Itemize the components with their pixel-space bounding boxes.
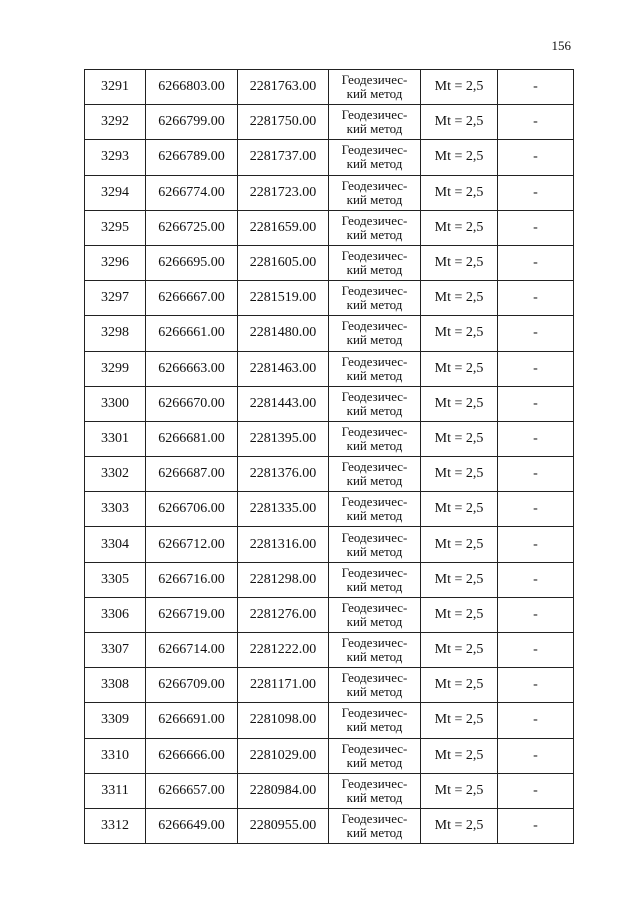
method-line-2: кий метод: [346, 262, 403, 278]
note-cell: -: [498, 175, 574, 210]
page-number: 156: [551, 38, 571, 53]
method-line-1: Геодезичес-: [341, 177, 408, 193]
point-number-cell: 3307: [85, 633, 146, 668]
x-coordinate-cell: 6266799.00: [146, 105, 238, 140]
x-coordinate-cell: 6266714.00: [146, 633, 238, 668]
y-coordinate-cell: 2281463.00: [238, 351, 329, 386]
x-coordinate-cell: 6266681.00: [146, 421, 238, 456]
note-cell: -: [498, 562, 574, 597]
point-number-cell: 3304: [85, 527, 146, 562]
method-cell: [329, 773, 421, 808]
table-row: [85, 316, 574, 351]
point-number-cell: 3292: [85, 105, 146, 140]
method-line-1: Геодезичес-: [341, 811, 408, 827]
method-cell: [329, 175, 421, 210]
x-coordinate-cell: 6266695.00: [146, 245, 238, 280]
note-cell: -: [498, 773, 574, 808]
accuracy-cell: Mt = 2,5: [421, 140, 498, 175]
note-cell: -: [498, 703, 574, 738]
method-cell: [329, 527, 421, 562]
method-line-2: кий метод: [346, 789, 403, 805]
y-coordinate-cell: 2281171.00: [238, 668, 329, 703]
x-coordinate-cell: 6266661.00: [146, 316, 238, 351]
table-row: [85, 386, 574, 421]
note-cell: -: [498, 633, 574, 668]
method-line-1: Геодезичес-: [341, 599, 408, 615]
table-row: [85, 70, 574, 105]
method-line-2: кий метод: [346, 402, 403, 418]
method-cell: [329, 562, 421, 597]
method-line-1: Геодезичес-: [341, 107, 408, 123]
y-coordinate-cell: 2281376.00: [238, 457, 329, 492]
point-number-cell: 3308: [85, 668, 146, 703]
method-line-2: кий метод: [346, 473, 403, 489]
note-cell: -: [498, 386, 574, 421]
note-cell: -: [498, 492, 574, 527]
y-coordinate-cell: 2281750.00: [238, 105, 329, 140]
accuracy-cell: Mt = 2,5: [421, 633, 498, 668]
point-number-cell: 3305: [85, 562, 146, 597]
y-coordinate-cell: 2281480.00: [238, 316, 329, 351]
method-cell: [329, 210, 421, 245]
x-coordinate-cell: 6266663.00: [146, 351, 238, 386]
table-row: [85, 351, 574, 386]
method-line-2: кий метод: [346, 508, 403, 524]
method-cell: [329, 351, 421, 386]
y-coordinate-cell: 2281276.00: [238, 597, 329, 632]
method-line-1: Геодезичес-: [341, 670, 408, 686]
x-coordinate-cell: 6266789.00: [146, 140, 238, 175]
point-number-cell: 3295: [85, 210, 146, 245]
point-number-cell: 3301: [85, 421, 146, 456]
y-coordinate-cell: 2281298.00: [238, 562, 329, 597]
method-line-1: Геодезичес-: [341, 459, 408, 475]
accuracy-cell: Mt = 2,5: [421, 527, 498, 562]
x-coordinate-cell: 6266709.00: [146, 668, 238, 703]
accuracy-cell: Mt = 2,5: [421, 421, 498, 456]
table-body: [85, 70, 574, 844]
accuracy-cell: Mt = 2,5: [421, 175, 498, 210]
y-coordinate-cell: 2280984.00: [238, 773, 329, 808]
method-line-2: кий метод: [346, 332, 403, 348]
table-row: [85, 633, 574, 668]
x-coordinate-cell: 6266657.00: [146, 773, 238, 808]
note-cell: -: [498, 351, 574, 386]
method-line-1: Геодезичес-: [341, 740, 408, 756]
accuracy-cell: Mt = 2,5: [421, 245, 498, 280]
method-cell: [329, 105, 421, 140]
table-row: [85, 245, 574, 280]
method-line-2: кий метод: [346, 578, 403, 594]
x-coordinate-cell: 6266687.00: [146, 457, 238, 492]
point-number-cell: 3300: [85, 386, 146, 421]
point-number-cell: 3296: [85, 245, 146, 280]
x-coordinate-cell: 6266667.00: [146, 281, 238, 316]
note-cell: -: [498, 245, 574, 280]
accuracy-cell: Mt = 2,5: [421, 808, 498, 843]
y-coordinate-cell: 2281737.00: [238, 140, 329, 175]
method-line-2: кий метод: [346, 543, 403, 559]
method-line-2: кий метод: [346, 156, 403, 172]
method-line-2: кий метод: [346, 297, 403, 313]
method-line-2: кий метод: [346, 719, 403, 735]
note-cell: -: [498, 316, 574, 351]
y-coordinate-cell: 2281723.00: [238, 175, 329, 210]
method-cell: [329, 281, 421, 316]
method-cell: [329, 808, 421, 843]
method-cell: [329, 386, 421, 421]
point-number-cell: 3309: [85, 703, 146, 738]
method-line-2: кий метод: [346, 754, 403, 770]
x-coordinate-cell: 6266712.00: [146, 527, 238, 562]
table-row: [85, 773, 574, 808]
table-row: [85, 457, 574, 492]
table-row: [85, 668, 574, 703]
table-row: [85, 281, 574, 316]
method-cell: [329, 70, 421, 105]
x-coordinate-cell: 6266725.00: [146, 210, 238, 245]
note-cell: -: [498, 210, 574, 245]
table-row: [85, 562, 574, 597]
table-row: [85, 703, 574, 738]
table-row: [85, 105, 574, 140]
coordinates-table: [84, 69, 574, 844]
method-line-1: Геодезичес-: [341, 283, 408, 299]
method-line-2: кий метод: [346, 649, 403, 665]
accuracy-cell: Mt = 2,5: [421, 668, 498, 703]
note-cell: -: [498, 281, 574, 316]
method-line-1: Геодезичес-: [341, 775, 408, 791]
y-coordinate-cell: 2281098.00: [238, 703, 329, 738]
method-cell: [329, 703, 421, 738]
point-number-cell: 3302: [85, 457, 146, 492]
table-row: [85, 527, 574, 562]
x-coordinate-cell: 6266716.00: [146, 562, 238, 597]
y-coordinate-cell: 2281443.00: [238, 386, 329, 421]
method-cell: [329, 738, 421, 773]
point-number-cell: 3306: [85, 597, 146, 632]
y-coordinate-cell: 2281029.00: [238, 738, 329, 773]
accuracy-cell: Mt = 2,5: [421, 105, 498, 140]
x-coordinate-cell: 6266670.00: [146, 386, 238, 421]
accuracy-cell: Mt = 2,5: [421, 492, 498, 527]
note-cell: -: [498, 105, 574, 140]
method-line-2: кий метод: [346, 226, 403, 242]
x-coordinate-cell: 6266666.00: [146, 738, 238, 773]
accuracy-cell: Mt = 2,5: [421, 316, 498, 351]
table-row: [85, 597, 574, 632]
method-line-1: Геодезичес-: [341, 142, 408, 158]
method-line-2: кий метод: [346, 825, 403, 841]
method-cell: [329, 597, 421, 632]
method-cell: [329, 421, 421, 456]
point-number-cell: 3303: [85, 492, 146, 527]
method-cell: [329, 140, 421, 175]
y-coordinate-cell: 2281222.00: [238, 633, 329, 668]
table-row: [85, 140, 574, 175]
note-cell: -: [498, 597, 574, 632]
method-line-2: кий метод: [346, 437, 403, 453]
note-cell: -: [498, 421, 574, 456]
y-coordinate-cell: 2281519.00: [238, 281, 329, 316]
method-cell: [329, 457, 421, 492]
note-cell: -: [498, 70, 574, 105]
point-number-cell: 3297: [85, 281, 146, 316]
x-coordinate-cell: 6266719.00: [146, 597, 238, 632]
method-line-2: кий метод: [346, 86, 403, 102]
note-cell: -: [498, 738, 574, 773]
method-cell: [329, 668, 421, 703]
method-cell: [329, 316, 421, 351]
accuracy-cell: Mt = 2,5: [421, 773, 498, 808]
accuracy-cell: Mt = 2,5: [421, 597, 498, 632]
y-coordinate-cell: 2281335.00: [238, 492, 329, 527]
accuracy-cell: Mt = 2,5: [421, 386, 498, 421]
note-cell: -: [498, 668, 574, 703]
table-row: [85, 808, 574, 843]
accuracy-cell: Mt = 2,5: [421, 562, 498, 597]
accuracy-cell: Mt = 2,5: [421, 351, 498, 386]
method-line-2: кий метод: [346, 613, 403, 629]
x-coordinate-cell: 6266649.00: [146, 808, 238, 843]
point-number-cell: 3310: [85, 738, 146, 773]
method-line-2: кий метод: [346, 684, 403, 700]
method-line-1: Геодезичес-: [341, 494, 408, 510]
x-coordinate-cell: 6266706.00: [146, 492, 238, 527]
method-line-1: Геодезичес-: [341, 635, 408, 651]
x-coordinate-cell: 6266803.00: [146, 70, 238, 105]
method-line-2: кий метод: [346, 191, 403, 207]
point-number-cell: 3311: [85, 773, 146, 808]
method-line-1: Геодезичес-: [341, 388, 408, 404]
table-row: [85, 175, 574, 210]
y-coordinate-cell: 2281316.00: [238, 527, 329, 562]
point-number-cell: 3298: [85, 316, 146, 351]
accuracy-cell: Mt = 2,5: [421, 457, 498, 492]
method-line-2: кий метод: [346, 121, 403, 137]
y-coordinate-cell: 2281763.00: [238, 70, 329, 105]
point-number-cell: 3312: [85, 808, 146, 843]
accuracy-cell: Mt = 2,5: [421, 70, 498, 105]
method-line-1: Геодезичес-: [341, 353, 408, 369]
method-line-1: Геодезичес-: [341, 212, 408, 228]
method-line-1: Геодезичес-: [341, 564, 408, 580]
table-row: [85, 210, 574, 245]
x-coordinate-cell: 6266774.00: [146, 175, 238, 210]
y-coordinate-cell: 2281605.00: [238, 245, 329, 280]
note-cell: -: [498, 808, 574, 843]
method-line-1: Геодезичес-: [341, 318, 408, 334]
note-cell: -: [498, 140, 574, 175]
table-row: [85, 738, 574, 773]
y-coordinate-cell: 2280955.00: [238, 808, 329, 843]
point-number-cell: 3293: [85, 140, 146, 175]
accuracy-cell: Mt = 2,5: [421, 738, 498, 773]
table-row: [85, 492, 574, 527]
accuracy-cell: Mt = 2,5: [421, 703, 498, 738]
method-line-1: Геодезичес-: [341, 248, 408, 264]
point-number-cell: 3299: [85, 351, 146, 386]
method-line-1: Геодезичес-: [341, 705, 408, 721]
note-cell: -: [498, 527, 574, 562]
method-cell: [329, 492, 421, 527]
method-line-1: Геодезичес-: [341, 423, 408, 439]
y-coordinate-cell: 2281395.00: [238, 421, 329, 456]
method-cell: [329, 245, 421, 280]
x-coordinate-cell: 6266691.00: [146, 703, 238, 738]
note-cell: -: [498, 457, 574, 492]
method-line-1: Геодезичес-: [341, 529, 408, 545]
method-line-2: кий метод: [346, 367, 403, 383]
point-number-cell: 3291: [85, 70, 146, 105]
method-cell: [329, 633, 421, 668]
method-line-1: Геодезичес-: [341, 72, 408, 88]
accuracy-cell: Mt = 2,5: [421, 210, 498, 245]
table-row: [85, 421, 574, 456]
point-number-cell: 3294: [85, 175, 146, 210]
accuracy-cell: Mt = 2,5: [421, 281, 498, 316]
y-coordinate-cell: 2281659.00: [238, 210, 329, 245]
